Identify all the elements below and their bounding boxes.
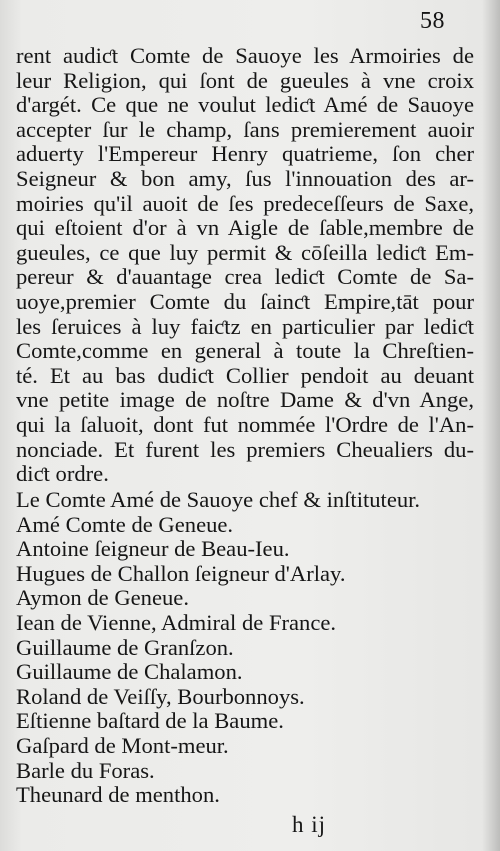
text-line: diƈt ordre. xyxy=(16,462,109,487)
list-item: Guillaume de Granſzon. xyxy=(16,634,234,660)
text-line: pereur & d'auantage crea lediƈt Comte de Sa- xyxy=(16,265,474,290)
list-item: Amé Comte de Geneue. xyxy=(16,511,234,537)
body-paragraph xyxy=(16,44,474,487)
list-item: Aymon de Geneue. xyxy=(16,585,189,611)
text-line: d'argét. Ce que ne voulut lediƈt Amé de Sauoye xyxy=(16,93,474,118)
text-line: accepter ſur le champ, ſans premierement auoir xyxy=(16,117,474,142)
list-item: Theunard de menthon. xyxy=(16,782,220,808)
text-line: Seigneur & bon amy, ſus l'innouation des ar- xyxy=(16,166,474,191)
text-line: vne petite image de noſtre Dame & d'vn Ange, xyxy=(16,388,474,413)
text-line: gueules, ce que luy permit & cōſeilla lediƈt Em- xyxy=(16,240,474,265)
text-line: aduerty l'Empereur Henry quatrieme, ſon cher xyxy=(16,142,474,167)
list-item: Eſtienne baſtard de la Baume. xyxy=(16,708,284,734)
list-item: Barle du Foras. xyxy=(16,757,155,783)
gutter-shadow xyxy=(482,0,500,851)
text-line: moiries qu'il auoit de ſes predeceſſeurs de Saxe, xyxy=(16,191,474,216)
list-item: Le Comte Amé de Sauoye chef & inſtituteur. xyxy=(16,487,421,512)
text-line: rent audiƈt Comte de Sauoye les Armoiries de xyxy=(16,44,474,68)
list-item: Hugues de Challon ſeigneur d'Arlay. xyxy=(16,560,346,586)
signature-mark: h ij xyxy=(292,812,327,837)
list-item: Guillaume de Chalamon. xyxy=(16,659,243,685)
knights-list xyxy=(16,488,474,808)
text-line: leur Religion, qui ſont de gueules à vne croix xyxy=(16,68,474,93)
list-item: Gaſpard de Mont-meur. xyxy=(16,732,229,758)
text-line: qui eſtoient d'or à vn Aigle de ſable,membre de xyxy=(16,216,474,241)
list-item: Antoine ſeigneur de Beau-Ieu. xyxy=(16,536,290,562)
page-number: 58 xyxy=(420,8,445,34)
text-line: Comte,comme en general à toute la Chreſtien- xyxy=(16,339,474,364)
text-line: nonciade. Et furent les premiers Cheualiers du- xyxy=(16,437,474,462)
text-line: té. Et au bas dudiƈt Collier pendoit au deuant xyxy=(16,363,474,388)
text-line: les ſeruices à luy faiƈtz en particulier par lediƈt xyxy=(16,314,474,339)
text-line: qui la ſaluoit, dont fut nommée l'Ordre de l'An- xyxy=(16,412,474,437)
text-line: uoye,premier Comte du ſainƈt Empire,tāt pour xyxy=(16,289,474,314)
list-item: Iean de Vienne, Admiral de France. xyxy=(16,609,337,635)
list-item: Roland de Veiſſy, Bourbonnoys. xyxy=(16,683,305,709)
